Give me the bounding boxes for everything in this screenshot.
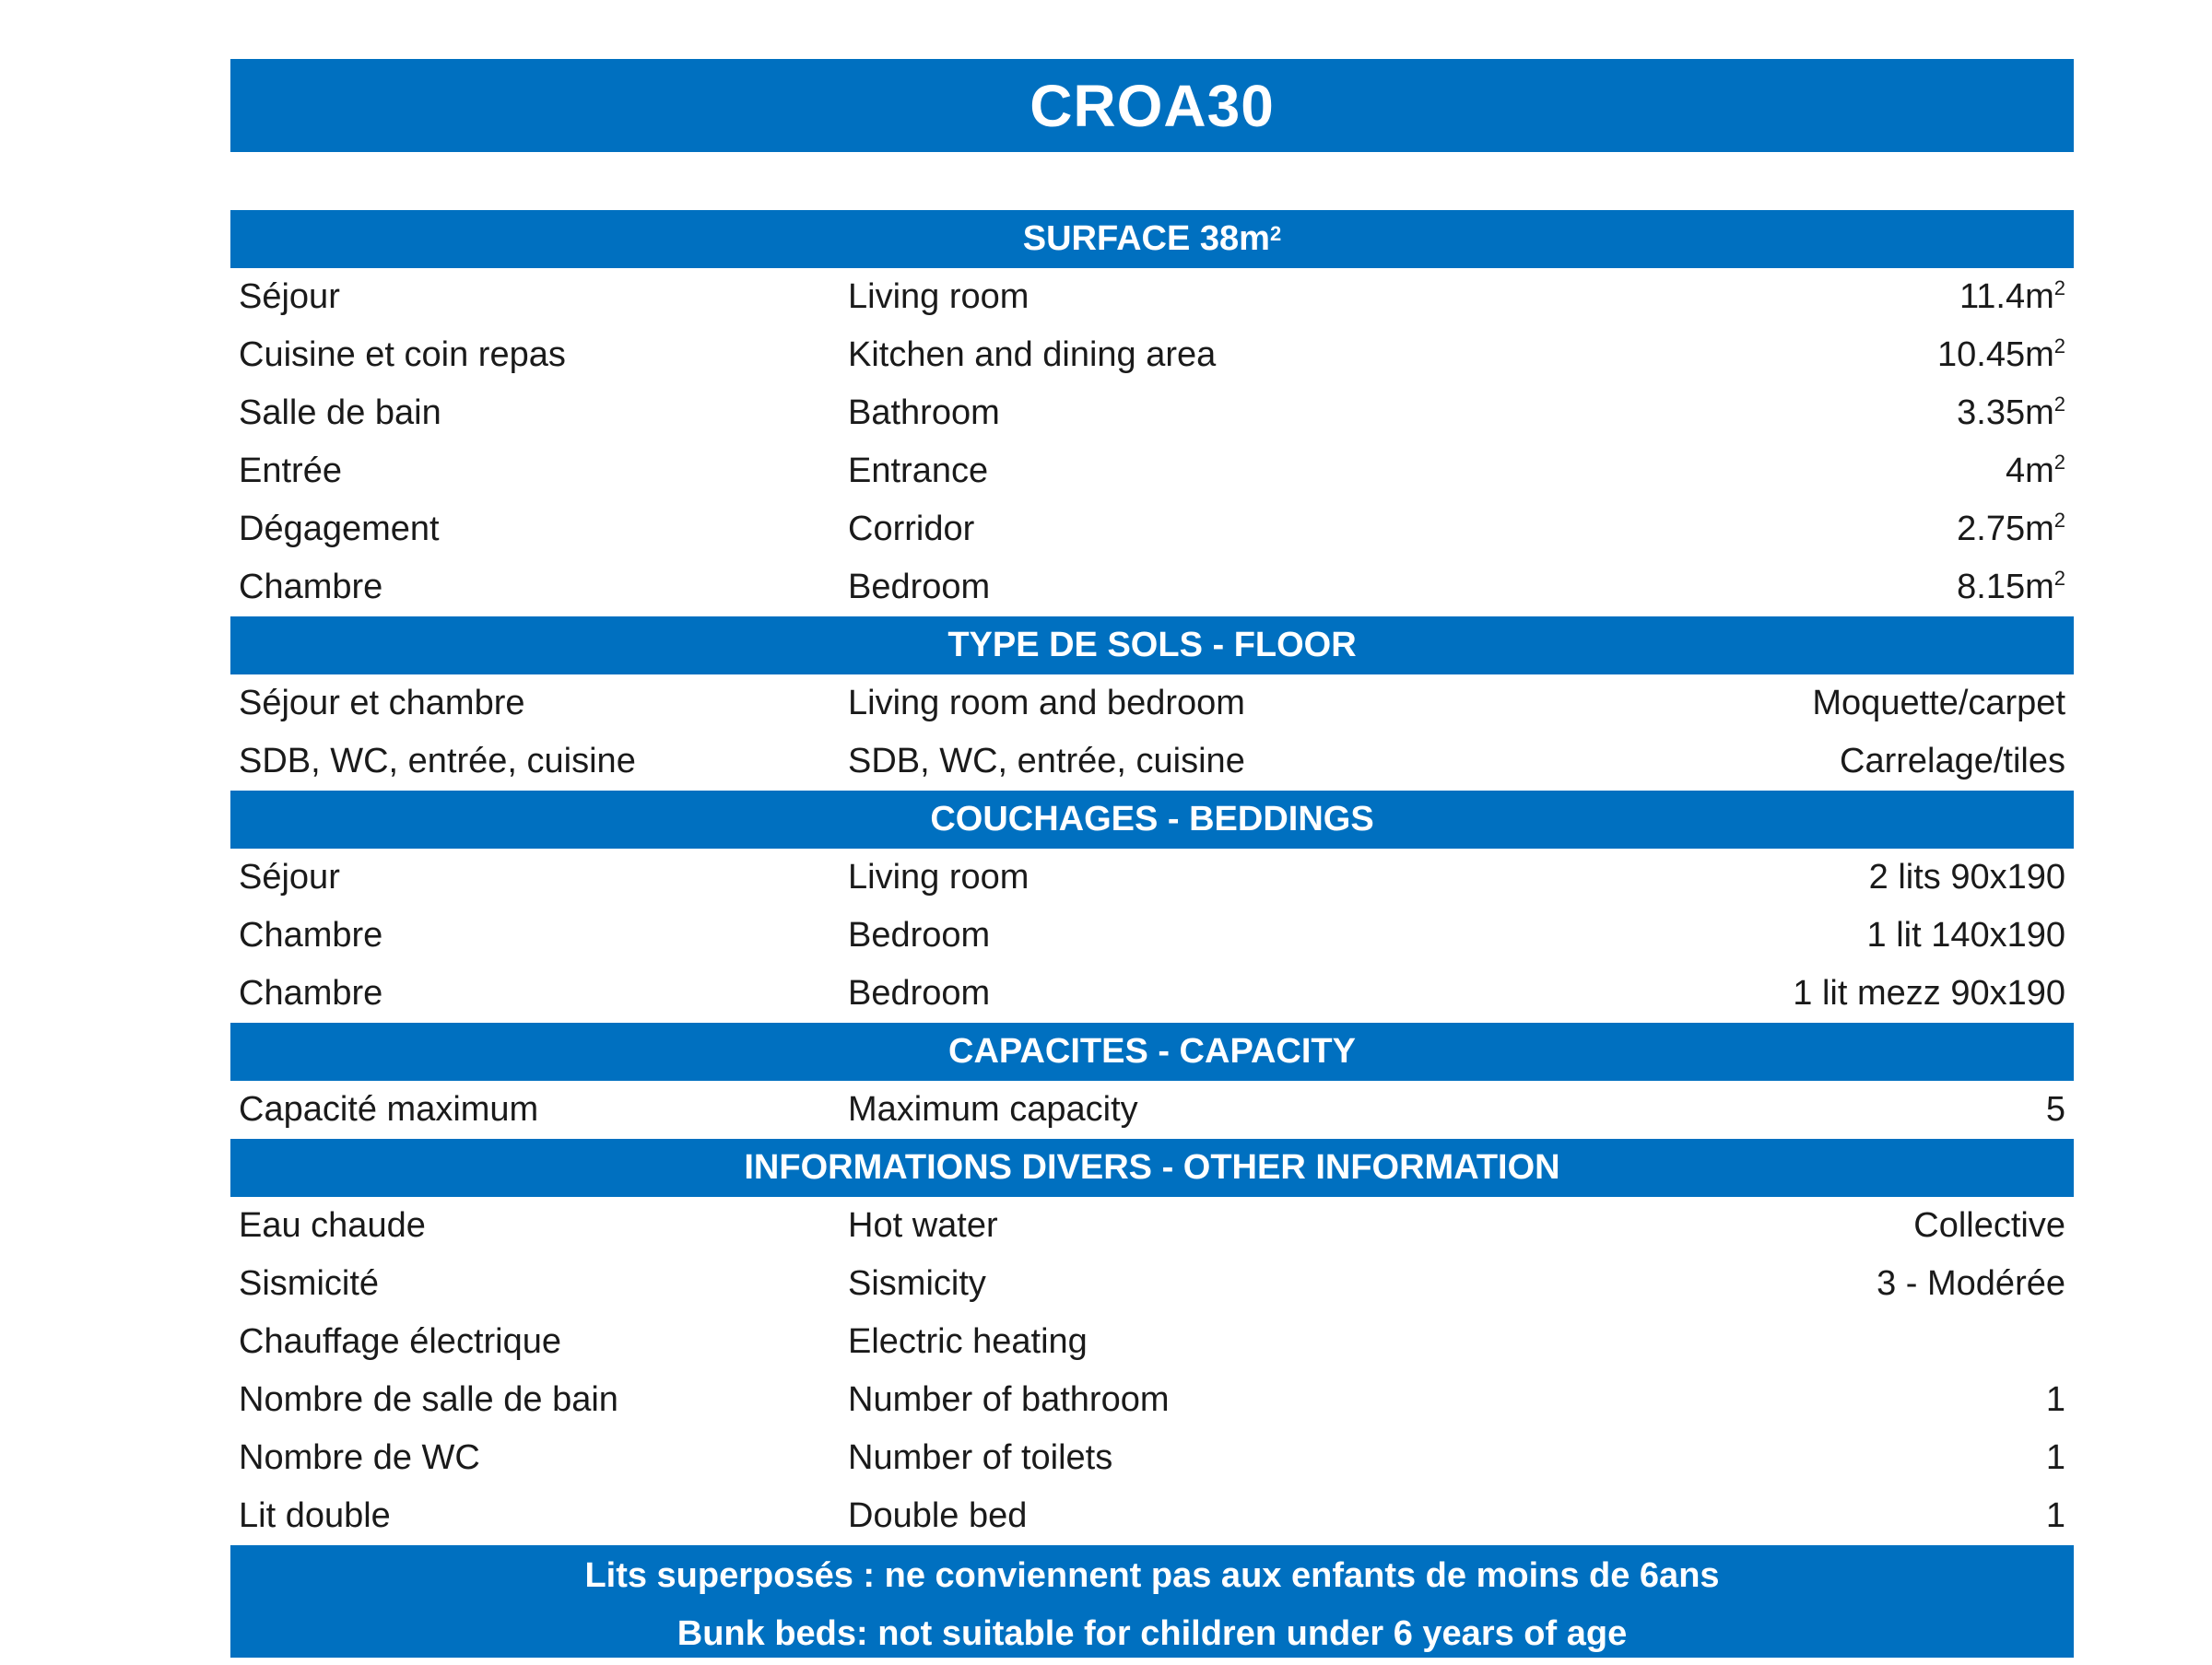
label-french: Chambre: [239, 568, 383, 606]
label-french: Séjour: [239, 858, 340, 897]
label-english: Entrance: [848, 451, 989, 490]
row-value-text: 11.4m: [1959, 277, 2054, 316]
table-row: [230, 1197, 2074, 1255]
label-english: Sismicity: [848, 1264, 986, 1303]
section-header: [230, 1139, 2074, 1197]
section-header-label: INFORMATIONS DIVERS - OTHER INFORMATION: [744, 1148, 1560, 1187]
label-french: Sismicité: [239, 1264, 380, 1303]
label-english: Bedroom: [848, 568, 991, 606]
label-french: Chambre: [239, 916, 383, 955]
table-row: [230, 268, 2074, 326]
row-value: [1604, 742, 2074, 781]
label-french: Nombre de WC: [239, 1438, 480, 1477]
label-french: Salle de bain: [239, 393, 441, 432]
label-french: Entrée: [239, 451, 342, 490]
table-row: [230, 1313, 2074, 1371]
row-value: [1604, 1264, 2074, 1304]
row-value: [1604, 393, 2074, 433]
label-french: Chambre: [239, 974, 383, 1013]
row-value: [1604, 277, 2074, 317]
label-english: Number of toilets: [848, 1438, 1113, 1477]
label-english: SDB, WC, entrée, cuisine: [848, 742, 1245, 780]
row-value: [1604, 335, 2074, 375]
section-header: [230, 1023, 2074, 1081]
table-row: [230, 1255, 2074, 1313]
table-row: [230, 733, 2074, 791]
row-value: [1604, 684, 2074, 723]
label-english: Bathroom: [848, 393, 1000, 432]
label-english: Kitchen and dining area: [848, 335, 1217, 374]
row-value-text: Moquette/carpet: [1812, 684, 2065, 722]
label-french: Chauffage électrique: [239, 1322, 561, 1361]
unit-superscript: 2: [2053, 451, 2065, 474]
row-value-text: 1 lit mezz 90x190: [1793, 974, 2065, 1013]
row-value: [1604, 1438, 2074, 1478]
row-value: [1604, 1206, 2074, 1246]
section-header-label: COUCHAGES - BEDDINGS: [930, 800, 1374, 838]
table-row: [230, 674, 2074, 733]
label-english: Living room: [848, 277, 1030, 316]
label-english: Bedroom: [848, 916, 991, 955]
row-value: [1604, 974, 2074, 1014]
unit-superscript: 2: [2053, 334, 2065, 358]
label-french: Lit double: [239, 1496, 391, 1535]
label-french: Nombre de salle de bain: [239, 1380, 618, 1419]
section-header-label: TYPE DE SOLS - FLOOR: [947, 626, 1357, 664]
unit-superscript: 2: [2053, 276, 2065, 299]
table-row: [230, 965, 2074, 1023]
label-french: Cuisine et coin repas: [239, 335, 566, 374]
section-header: [230, 616, 2074, 674]
row-value-text: 4m: [2005, 451, 2054, 490]
table-row: [230, 1081, 2074, 1139]
section-header: [230, 791, 2074, 849]
label-english: Living room: [848, 858, 1030, 897]
section-header-superscript: 2: [1269, 221, 1282, 245]
property-table: [230, 210, 2074, 1658]
section-header-label: CAPACITES - CAPACITY: [948, 1032, 1356, 1071]
label-french: Capacité maximum: [239, 1090, 539, 1129]
table-row: [230, 1371, 2074, 1429]
table-row: [230, 558, 2074, 616]
label-french: Séjour: [239, 277, 340, 316]
table-row: [230, 849, 2074, 907]
sections-container: [230, 210, 2074, 1545]
table-row: [230, 326, 2074, 384]
label-english: Living room and bedroom: [848, 684, 1245, 722]
section-header: [230, 210, 2074, 268]
unit-superscript: 2: [2053, 509, 2065, 532]
label-english: Electric heating: [848, 1322, 1088, 1361]
row-value-text: 8.15m: [1957, 568, 2054, 606]
row-value-text: Collective: [1913, 1206, 2065, 1245]
row-value-text: Carrelage/tiles: [1840, 742, 2065, 780]
label-french: Eau chaude: [239, 1206, 426, 1245]
table-row: [230, 1429, 2074, 1487]
footer-line-fr: Lits superposés : ne conviennent pas aux enfants de moins de 6ans: [584, 1556, 1720, 1595]
table-row: [230, 907, 2074, 965]
row-value-text: 10.45m: [1937, 335, 2054, 374]
table-row: [230, 442, 2074, 500]
table-row: [230, 500, 2074, 558]
unit-superscript: 2: [2053, 567, 2065, 590]
footer-banner: [230, 1545, 2074, 1658]
row-value-text: 2 lits 90x190: [1868, 858, 2065, 897]
table-row: [230, 1487, 2074, 1545]
section-header-label: SURFACE 38m: [1022, 219, 1270, 258]
row-value-text: 5: [2045, 1090, 2065, 1129]
row-value-text: 1: [2045, 1496, 2065, 1535]
row-value-text: 1 lit 140x190: [1866, 916, 2065, 955]
label-english: Corridor: [848, 510, 975, 548]
row-value-text: 3.35m: [1957, 393, 2054, 432]
table-row: [230, 384, 2074, 442]
row-value: [1604, 1380, 2074, 1420]
row-value: [1604, 1090, 2074, 1130]
unit-superscript: 2: [2053, 393, 2065, 416]
label-english: Number of bathroom: [848, 1380, 1170, 1419]
page-title: CROA30: [230, 59, 2074, 152]
row-value: [1604, 858, 2074, 897]
label-english: Hot water: [848, 1206, 998, 1245]
row-value: [1604, 568, 2074, 607]
label-english: Maximum capacity: [848, 1090, 1138, 1129]
footer-line-en: Bunk beds: not suitable for children under 6 years of age: [677, 1614, 1628, 1653]
label-french: SDB, WC, entrée, cuisine: [239, 742, 636, 780]
label-french: Séjour et chambre: [239, 684, 525, 722]
row-value-text: 1: [2045, 1438, 2065, 1477]
row-value-text: 1: [2045, 1380, 2065, 1419]
label-english: Double bed: [848, 1496, 1028, 1535]
row-value-text: 2.75m: [1957, 510, 2054, 548]
label-french: Dégagement: [239, 510, 440, 548]
row-value: [1604, 916, 2074, 956]
label-english: Bedroom: [848, 974, 991, 1013]
row-value: [1604, 451, 2074, 491]
row-value: [1604, 510, 2074, 549]
row-value: [1604, 1496, 2074, 1536]
row-value-text: 3 - Modérée: [1877, 1264, 2065, 1303]
